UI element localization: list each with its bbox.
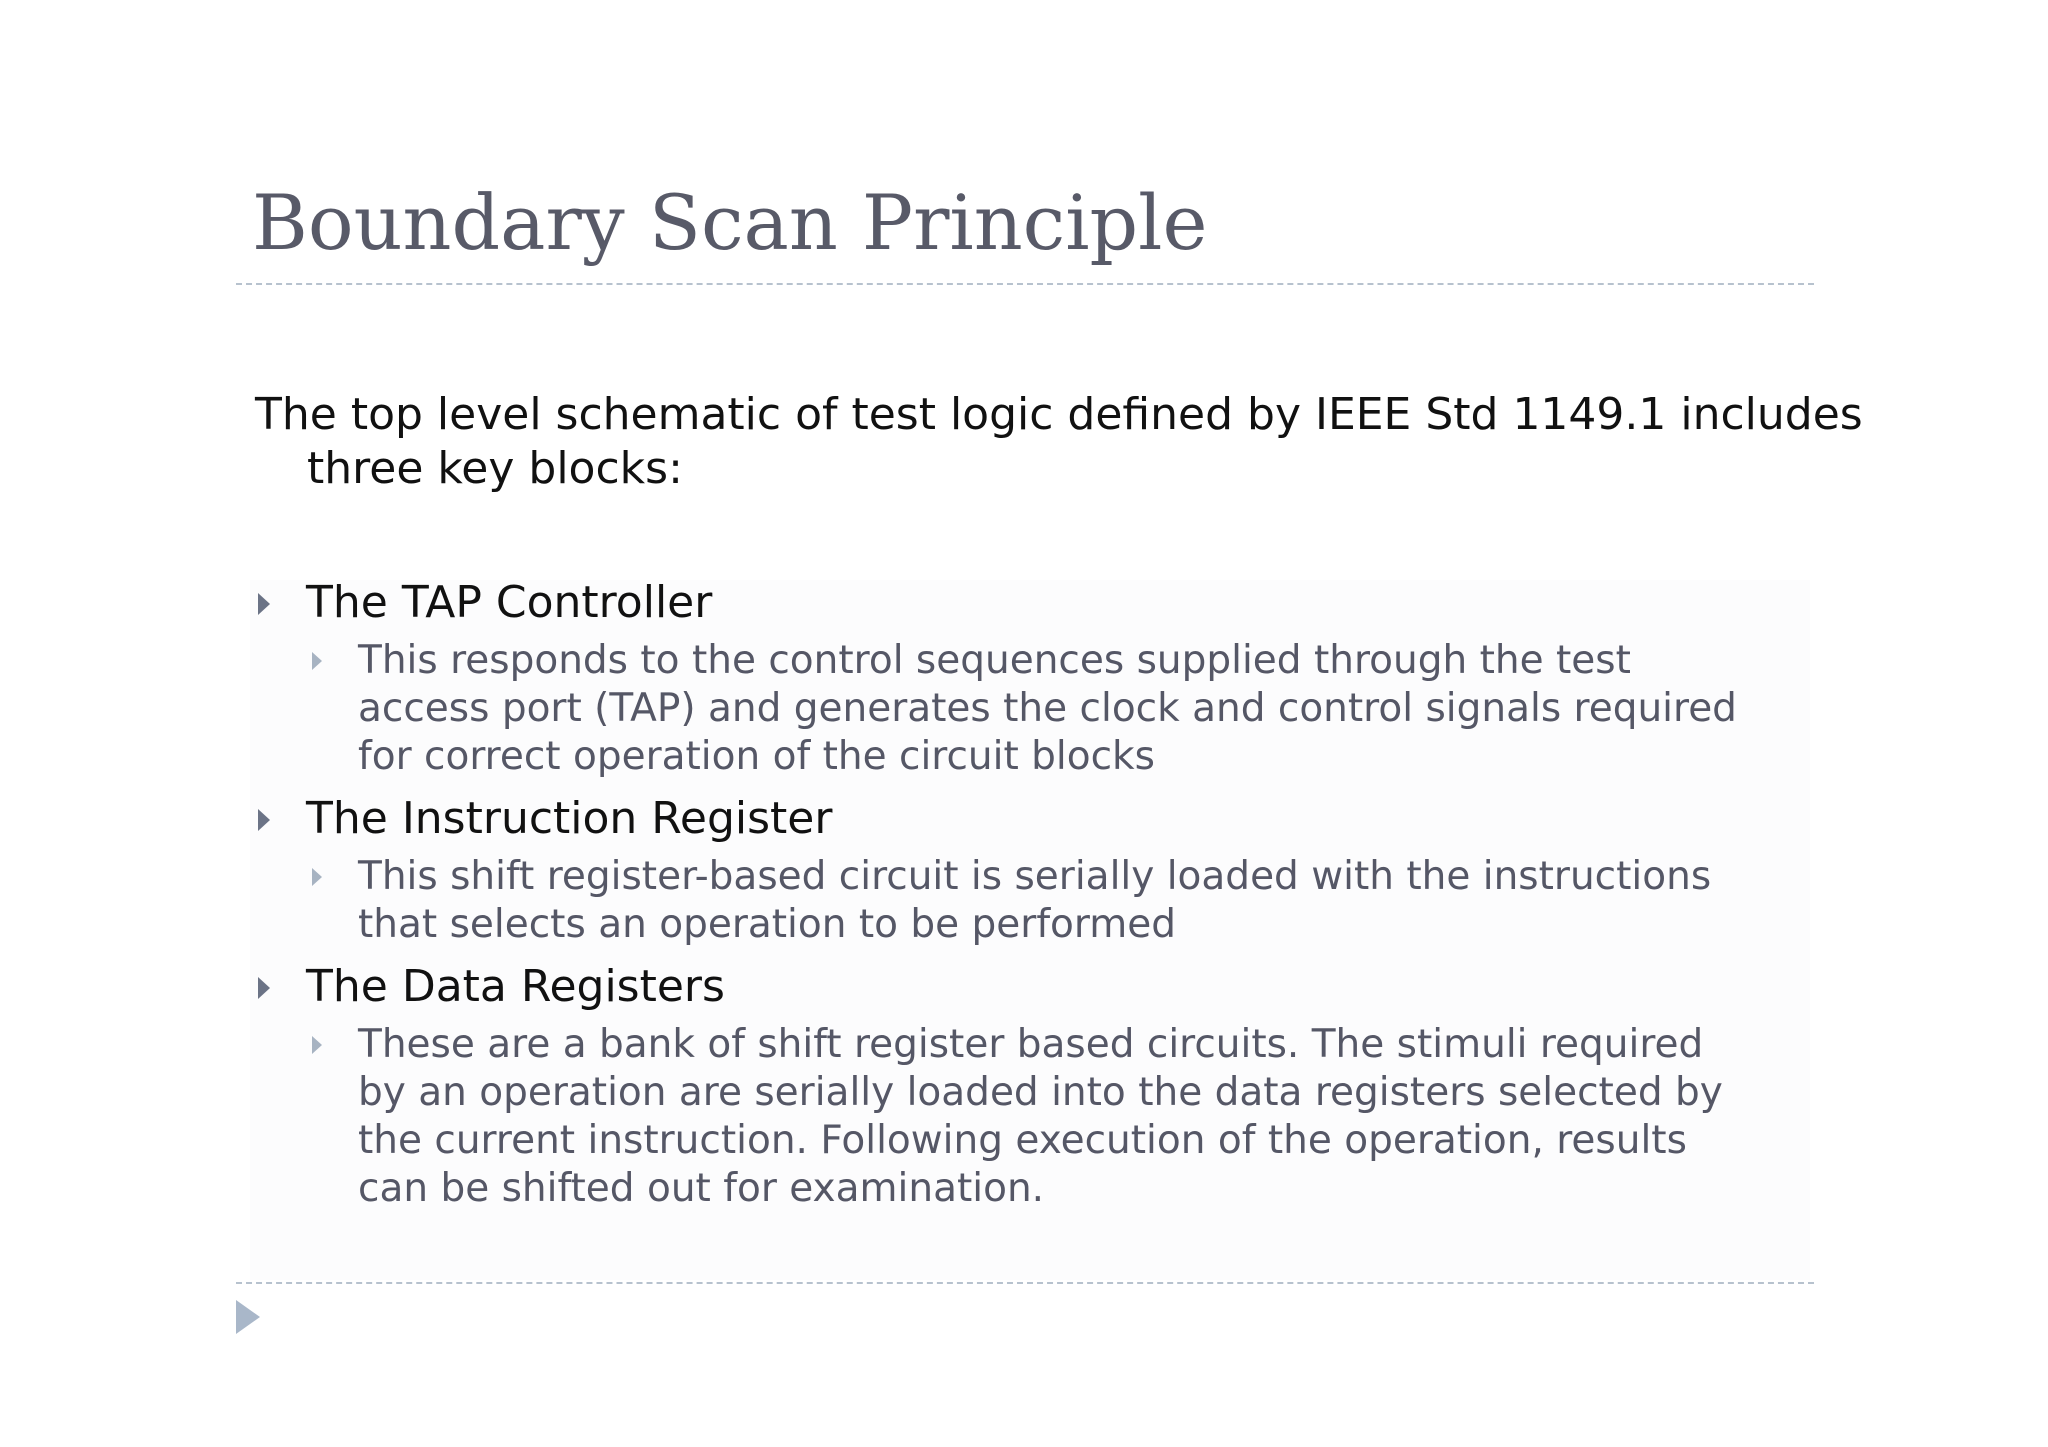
triangle-right-icon — [258, 593, 270, 615]
bullet-list — [252, 575, 1822, 1223]
bullet-instruction-register — [252, 791, 1822, 847]
footer-triangle-icon — [236, 1300, 260, 1334]
sub-bullet-data-registers — [306, 1021, 1738, 1213]
footer-divider — [236, 1282, 1814, 1284]
bullet-heading: The Data Registers — [306, 961, 725, 1012]
triangle-right-icon — [258, 977, 270, 999]
sub-bullet-text: These are a bank of shift register based circuits. The stimuli required by an operation are serially loaded into the data registers selected by the current instruction. Following execution of the operation, results can be shifted out for examination. — [358, 1022, 1723, 1211]
bullet-tap-controller — [252, 575, 1822, 631]
bullet-data-registers — [252, 959, 1822, 1015]
sub-bullet-text: This responds to the control sequences supplied through the test access port (TAP) and generates the clock and control signals required for correct operation of the circuit blocks — [358, 638, 1737, 779]
sub-bullet-tap-controller — [306, 637, 1738, 781]
slide-title: Boundary Scan Principle — [252, 178, 1208, 267]
sub-bullet-text: This shift register-based circuit is serially loaded with the instructions that selects an operation to be performed — [358, 854, 1712, 947]
sub-bullet-instruction-register — [306, 853, 1738, 949]
bullet-heading: The Instruction Register — [306, 793, 833, 844]
triangle-right-icon — [312, 1036, 322, 1054]
triangle-right-icon — [312, 868, 322, 886]
bullet-heading: The TAP Controller — [306, 577, 713, 628]
title-divider — [236, 283, 1814, 285]
intro-paragraph: The top level schematic of test logic defined by IEEE Std 1149.1 includes three key blocks: — [255, 389, 1863, 494]
triangle-right-icon — [312, 652, 322, 670]
triangle-right-icon — [258, 809, 270, 831]
